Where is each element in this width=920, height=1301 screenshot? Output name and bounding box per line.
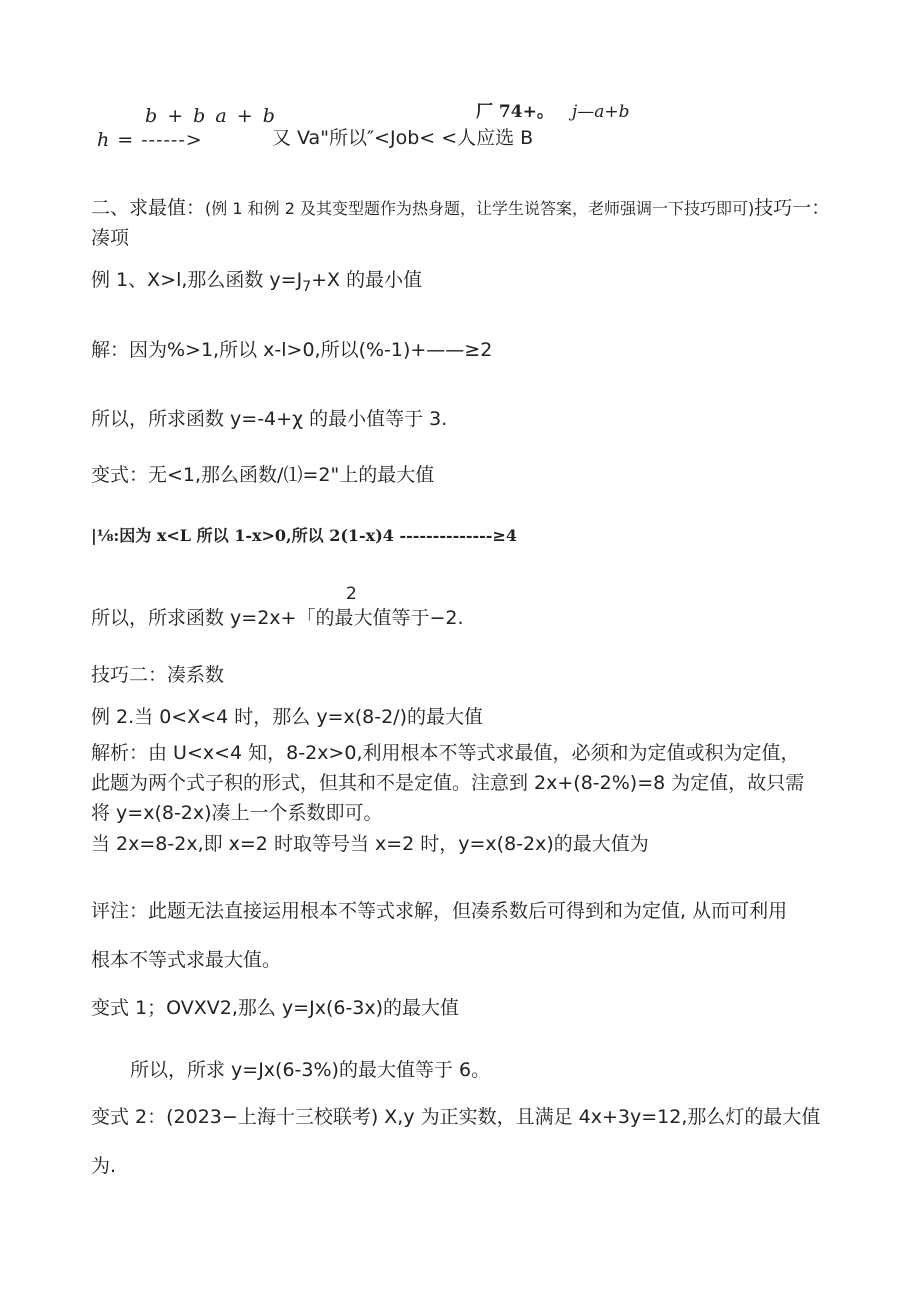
example1-solution: 解：因为%>1,所以 x-l>0,所以(%-1)+——≥2: [91, 339, 493, 361]
example2-problem: 例 2.当 0<X<4 时，那么 y=x(8-2/)的最大值: [91, 706, 483, 728]
variant3-problem-line1: 变式 2：(2023−上海十三校联考) X,y 为正实数，且满足 4x+3y=12,那么灯的最大值: [91, 1106, 821, 1128]
skill1-label: 技巧一：: [754, 197, 831, 219]
variant1-fraction-numerator: 2: [346, 584, 357, 604]
top-mid-fragment: 厂 74+。: [476, 102, 554, 122]
top-right-fragment: j—a+b: [572, 102, 630, 122]
section-heading: [91, 196, 830, 221]
section-title: 二、求最值：: [91, 197, 206, 219]
variant2-conclusion: 所以，所求 y=Jx(6-3%)的最大值等于 6。: [130, 1059, 491, 1081]
variant1-solution: |⅛:因为 x<L 所以 1-x>0,所以 2(1-x)4 --------------≥4: [91, 526, 517, 545]
example2-analysis-line2: 此题为两个式子积的形式，但其和不是定值。注意到 2x+(8-2%)=8 为定值，故只需: [91, 772, 805, 794]
example1-problem: [91, 268, 422, 299]
example1-subscript: 7: [302, 278, 312, 295]
skill1-title: 凑项: [91, 227, 130, 249]
variant2-problem: 变式 1；OVXV2,那么 y=Jx(6-3x)的最大值: [91, 997, 460, 1019]
example2-remark-line1: 评注：此题无法直接运用根本不等式求解，但凑系数后可得到和为定值, 从而可利用: [91, 900, 788, 922]
example2-analysis-line1: 解析：由 U<x<4 知，8-2x>0,利用根本不等式求最值，必须和为定值或积为定值，: [91, 742, 800, 764]
example2-equality: 当 2x=8-2x,即 x=2 时取等号当 x=2 时，y=x(8-2x)的最大值为: [91, 833, 649, 855]
inequality-middle: 又 Va"所以″<Job< <人应选 B: [272, 127, 534, 149]
inequality-lhs: h = ------>: [97, 129, 203, 151]
fraction-numerator: b + b a + b: [145, 105, 277, 127]
variant1-conclusion: 所以，所求函数 y=2x+「的最大值等于−2.: [91, 607, 464, 629]
example1-text-end: +X 的最小值: [311, 269, 423, 291]
example1-conclusion: 所以，所求函数 y=-4+χ 的最小值等于 3.: [91, 408, 448, 430]
section-note: (例 1 和例 2 及其变型题作为热身题，让学生说答案，老师强调一下技巧即可): [205, 199, 755, 218]
example2-analysis-line3: 将 y=x(8-2x)凑上一个系数即可。: [91, 802, 383, 824]
example2-remark-line2: 根本不等式求最大值。: [91, 949, 282, 971]
variant3-problem-line2: 为.: [91, 1155, 117, 1177]
skill2-title: 技巧二：凑系数: [91, 664, 225, 686]
example1-text: 例 1、X>l,那么函数 y=J: [91, 269, 303, 291]
variant1-problem: 变式：无<1,那么函数/⑴=2"上的最大值: [91, 464, 435, 486]
